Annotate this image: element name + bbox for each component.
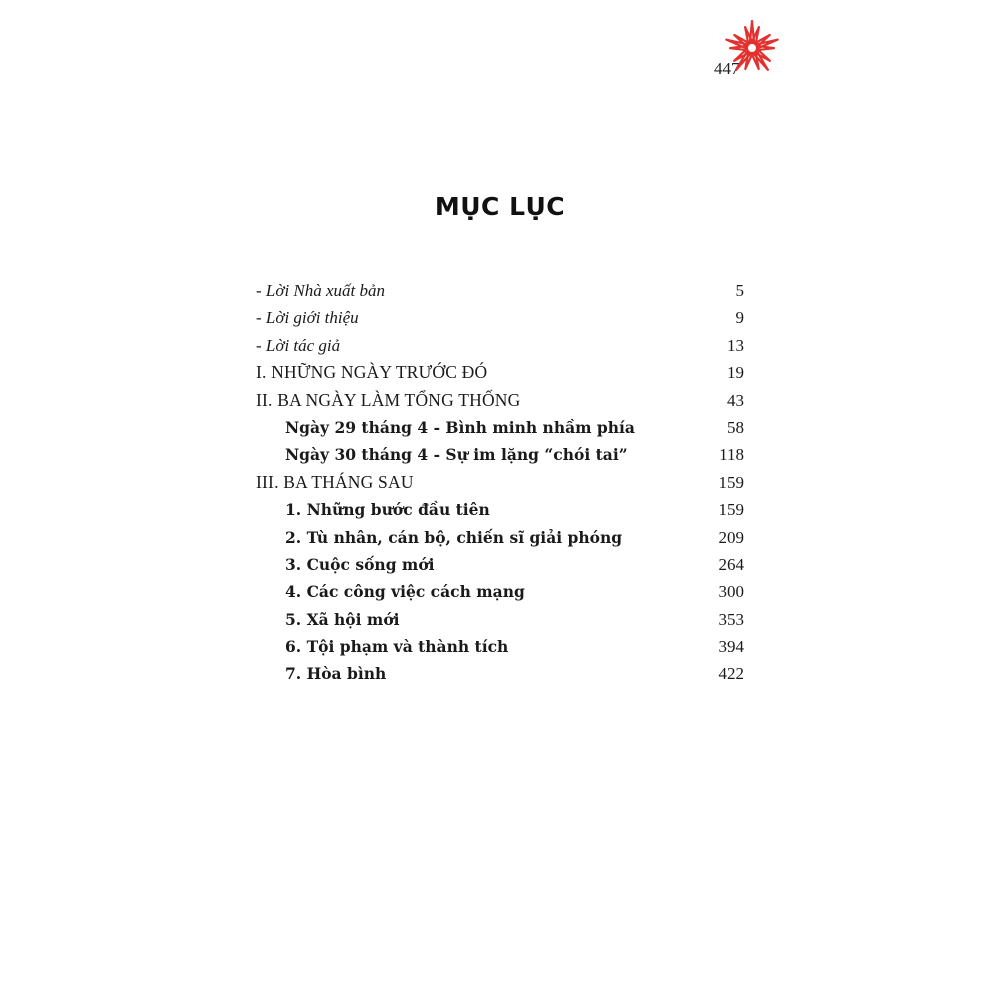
toc-entry-title: II. BA NGÀY LÀM TỔNG THỐNG	[256, 389, 521, 410]
toc-entry-title: 4. Các công việc cách mạng	[285, 582, 525, 602]
toc-entry-page: 300	[718, 582, 744, 602]
toc-entry-page: 9	[735, 308, 744, 328]
toc-entry	[256, 387, 744, 414]
toc-entry-title: Ngày 30 tháng 4 - Sự im lặng “chói tai”	[285, 445, 628, 465]
toc-entry-title: - Lời tác giả	[256, 335, 341, 355]
toc-entry-title: 1. Những bước đầu tiên	[285, 500, 490, 520]
toc-entry	[256, 551, 744, 578]
toc-entry	[256, 578, 744, 605]
toc-entry	[256, 606, 744, 633]
toc-entry	[256, 496, 744, 523]
red-star-logo-icon	[722, 18, 782, 78]
toc-entry-page: 394	[718, 637, 744, 657]
toc-entry-title: 5. Xã hội mới	[285, 609, 400, 629]
toc-entry	[256, 469, 744, 496]
toc-entry-title: 6. Tội phạm và thành tích	[285, 637, 509, 657]
toc-entry-page: 264	[718, 554, 744, 574]
toc-entry	[256, 633, 744, 660]
toc-entry-title: - Lời Nhà xuất bản	[256, 281, 386, 300]
toc-entry-page: 159	[718, 500, 744, 520]
toc-entry-page: 58	[727, 417, 744, 437]
toc-entry-title: Ngày 29 tháng 4 - Bình minh nhầm phía	[285, 417, 635, 437]
toc-entry-page: 159	[718, 472, 744, 492]
toc-entry-page: 422	[718, 664, 744, 684]
toc-entry-page: 19	[727, 363, 744, 383]
table-of-contents	[256, 277, 744, 688]
toc-entry	[256, 304, 744, 331]
toc-entry	[256, 277, 744, 304]
toc-entry-page: 43	[727, 390, 744, 410]
toc-entry-title: III. BA THÁNG SAU	[256, 471, 414, 492]
toc-entry-title: I. NHỮNG NGÀY TRƯỚC ĐÓ	[256, 362, 488, 383]
toc-entry	[256, 332, 744, 359]
page-number: 447	[714, 59, 740, 78]
toc-entry-page: 209	[718, 527, 744, 547]
toc-entry-page: 118	[719, 445, 744, 465]
toc-entry-title: 2. Tù nhân, cán bộ, chiến sĩ giải phóng	[285, 527, 623, 547]
toc-entry-page: 13	[727, 335, 744, 355]
page-title: MỤC LỤC	[434, 192, 566, 221]
toc-entry	[256, 441, 744, 468]
toc-entry-page: 353	[718, 609, 744, 629]
toc-entry-title: 3. Cuộc sống mới	[285, 554, 435, 574]
toc-entry-title: 7. Hòa bình	[285, 664, 387, 684]
toc-entry-title: - Lời giới thiệu	[256, 308, 359, 328]
toc-entry	[256, 414, 744, 441]
toc-entry	[256, 524, 744, 551]
toc-entry	[256, 359, 744, 386]
toc-entry-page: 5	[735, 281, 744, 300]
toc-entry	[256, 660, 744, 687]
